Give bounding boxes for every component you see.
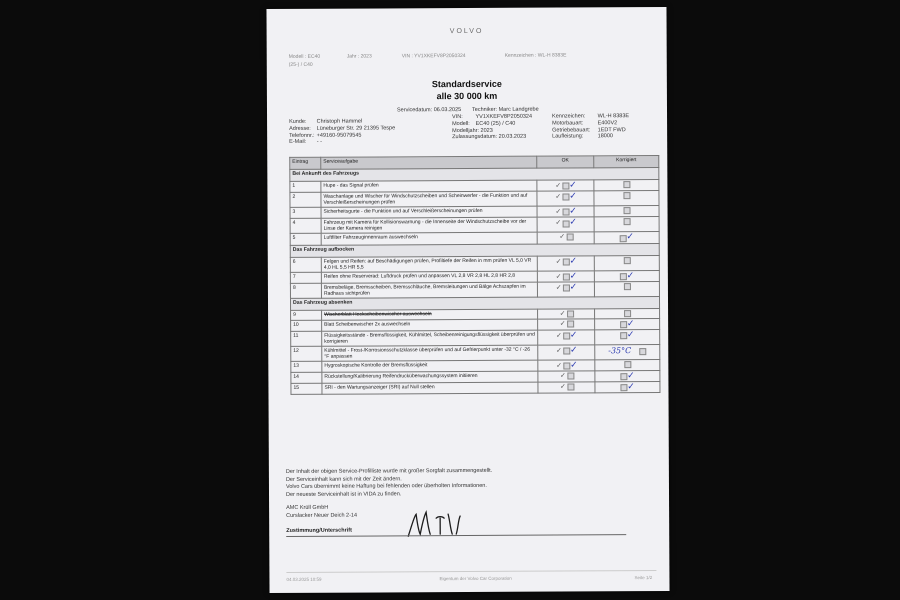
ok-checkbox[interactable] bbox=[562, 220, 569, 227]
check-icon: ✓ bbox=[559, 372, 566, 380]
ok-cell bbox=[537, 217, 594, 232]
entry-number: 5 bbox=[290, 234, 321, 245]
corrected-checkbox[interactable] bbox=[623, 283, 630, 290]
pen-check-icon: ✓ bbox=[627, 370, 635, 381]
col-task: Serviceaufgabe bbox=[321, 156, 537, 169]
corrected-cell bbox=[595, 371, 660, 383]
ok-checkbox[interactable] bbox=[563, 347, 570, 354]
pen-check-icon: ✓ bbox=[626, 269, 635, 280]
page-title: Standardservice alle 30 000 km bbox=[431, 78, 502, 102]
task-text: Luftfilter Fahrzeuginnenraum auswechseln bbox=[321, 232, 537, 244]
corrected-cell bbox=[594, 255, 659, 270]
ok-checkbox[interactable] bbox=[562, 194, 569, 201]
section-title: Das Fahrzeug aufbocken bbox=[290, 243, 659, 257]
entry-number: 4 bbox=[290, 219, 321, 234]
handwritten-note: -35°C bbox=[608, 346, 632, 356]
corrected-cell bbox=[594, 217, 659, 232]
entry-number: 8 bbox=[290, 283, 321, 298]
ok-cell bbox=[537, 270, 594, 281]
pen-check-icon: ✓ bbox=[626, 231, 634, 242]
entry-number: 12 bbox=[291, 346, 322, 361]
ok-cell bbox=[537, 255, 594, 270]
ok-checkbox[interactable] bbox=[563, 273, 570, 280]
task-text: Hygroskopische Kontrolle der Bremsflüssigkeit bbox=[322, 360, 538, 372]
ok-cell bbox=[538, 309, 595, 319]
entry-number: 9 bbox=[291, 310, 322, 320]
corrected-checkbox[interactable] bbox=[620, 385, 627, 392]
check-icon: ✓ bbox=[555, 284, 562, 292]
col-entry: Eintrag bbox=[290, 157, 321, 169]
check-icon: ✓ bbox=[555, 182, 562, 190]
corrected-cell bbox=[594, 179, 659, 191]
ok-cell bbox=[537, 282, 594, 297]
disclaimer: Der Inhalt der obigen Service-Profilliste wurde mit großer Sorgfalt zusammengestellt. Der Serviceinhalt kann sich mit der Zeit ändern. Volvo Cars übernimmt keine Haftung bei fehlenden oder überholten Informationen. Der neueste Serviceinhalt ist in VIDA zu finden. bbox=[285, 467, 493, 498]
ok-cell bbox=[537, 191, 594, 206]
pen-check-icon: ✓ bbox=[626, 317, 635, 328]
check-icon: ✓ bbox=[560, 383, 566, 391]
corrected-cell bbox=[594, 270, 659, 282]
check-icon: ✓ bbox=[559, 320, 566, 328]
pen-check-icon: ✓ bbox=[569, 205, 577, 216]
table-row bbox=[291, 382, 660, 395]
entry-number: 3 bbox=[290, 207, 321, 218]
vehicle-block-left: VIN: YV1XKEFV8P2050324 Modell: EC40 (25) / C40 Modelljahr: 2023 Zulassungsdatum: 20.03.2023 bbox=[452, 113, 533, 141]
entry-number: 15 bbox=[291, 383, 322, 394]
pen-check-icon: ✓ bbox=[569, 190, 577, 201]
service-table bbox=[289, 155, 660, 395]
section-title: Bei Ankunft des Fahrzeugs bbox=[290, 167, 659, 181]
corrected-cell bbox=[594, 232, 659, 244]
pen-check-icon: ✓ bbox=[570, 359, 578, 370]
pen-check-icon: ✓ bbox=[569, 329, 578, 340]
signature bbox=[404, 504, 484, 544]
corrected-checkbox[interactable] bbox=[620, 321, 627, 328]
service-sheet bbox=[266, 7, 669, 593]
vehicle-block-right: Kennzeichen: WL-H 8383E Motorbauart: E400V2 Getriebebauart: 1EDT FWD Laufleistung: 18000 bbox=[552, 113, 630, 140]
corrected-checkbox[interactable] bbox=[623, 218, 630, 225]
ok-checkbox[interactable] bbox=[563, 332, 570, 339]
entry-number: 1 bbox=[290, 181, 321, 192]
entry-number: 2 bbox=[290, 192, 321, 207]
customer-block: Kunde: Christoph Hammel Adresse: Lüneburger Str. 29 21395 Tespe Telefonnr.: +49160-95079545 E-Mail: - - bbox=[289, 118, 396, 146]
task-text: Wischerblatt Heckscheibenwischer auswechseln bbox=[322, 309, 538, 320]
corrected-cell bbox=[594, 281, 659, 296]
pen-check-icon: ✓ bbox=[569, 254, 578, 265]
entry-number: 13 bbox=[291, 361, 322, 372]
entry-number: 7 bbox=[290, 272, 321, 283]
task-text: Hupe - das Signal prüfen bbox=[321, 180, 537, 192]
header-model: Modell : EC40 (25-) / C40 bbox=[288, 53, 321, 68]
owner-note: Eigentum der Volvo Car Corporation bbox=[439, 575, 512, 582]
ok-cell bbox=[538, 345, 595, 360]
col-corrected: Korrigiert bbox=[594, 155, 659, 167]
task-text: Flüssigkeitsstände - Bremsflüssigkeit, Kühlmittel, Scheibenreinigungsflüssigkeit überprüfen und korrigieren bbox=[322, 330, 538, 346]
corrected-checkbox[interactable] bbox=[620, 373, 627, 380]
task-text: Fahrzeug mit Kamera für Kollisionswarnung - die Innenseite der Windschutzscheibe vor der Linse der Kamera reinigen bbox=[321, 217, 537, 233]
entry-number: 6 bbox=[290, 257, 321, 272]
ok-cell bbox=[537, 180, 594, 191]
corrected-cell bbox=[594, 191, 659, 206]
signature-label: Zustimmung/Unterschrift bbox=[286, 527, 352, 534]
corrected-checkbox[interactable] bbox=[623, 257, 630, 264]
corrected-checkbox[interactable] bbox=[623, 181, 630, 188]
corrected-cell bbox=[595, 329, 660, 344]
corrected-checkbox[interactable] bbox=[619, 235, 626, 242]
check-icon: ✓ bbox=[559, 233, 566, 241]
pen-check-icon: ✓ bbox=[569, 179, 577, 190]
check-icon: ✓ bbox=[555, 258, 562, 266]
volvo-logo: VOLVO bbox=[449, 27, 484, 36]
task-text: Rückstellung/Kalibrierung Reifendrucküberwachungssystem initiieren bbox=[322, 371, 538, 383]
header-vin: VIN : YV1XKEFV8P2050324 bbox=[401, 53, 466, 60]
ok-checkbox[interactable] bbox=[562, 183, 569, 190]
footer-divider bbox=[286, 570, 656, 573]
check-icon: ✓ bbox=[555, 193, 562, 201]
ok-cell bbox=[538, 319, 595, 330]
ok-cell bbox=[538, 330, 595, 345]
corrected-cell bbox=[595, 318, 660, 330]
task-text: Kühlmittel - Frost-/Korrosionsschutzklasse überprüfen und auf Gefrierpunkt unter -32 °C / -26 °F anpassen bbox=[322, 345, 538, 361]
ok-checkbox[interactable] bbox=[563, 284, 570, 291]
corrected-cell bbox=[594, 206, 659, 218]
header-year: Jahr : 2023 bbox=[346, 53, 372, 60]
col-ok: OK bbox=[537, 156, 594, 168]
check-icon: ✓ bbox=[555, 273, 562, 281]
check-icon: ✓ bbox=[559, 310, 566, 318]
pen-check-icon: ✓ bbox=[626, 328, 635, 340]
task-text: Sicherheitsgurte - die Funktion und auf Verschleißerscheinungen prüfen bbox=[321, 206, 537, 218]
entry-number: 14 bbox=[291, 372, 322, 383]
ok-cell bbox=[537, 206, 594, 217]
pen-check-icon: ✓ bbox=[569, 216, 577, 227]
task-text: Blatt Scheibenwischer 2x auswechseln bbox=[322, 319, 538, 331]
pen-check-icon: ✓ bbox=[627, 381, 635, 392]
corrected-cell bbox=[595, 359, 660, 371]
dealer-address: AMC Krüll GmbH Curslacker Neuer Deich 2-14 bbox=[286, 504, 358, 519]
header-plate: Kennzeichen : WL-H 8383E bbox=[504, 52, 567, 59]
corrected-checkbox[interactable] bbox=[620, 332, 627, 339]
ok-checkbox[interactable] bbox=[567, 320, 574, 327]
corrected-cell bbox=[595, 382, 660, 394]
page-number: Seite 1/2 bbox=[634, 575, 653, 581]
entry-number: 11 bbox=[291, 331, 322, 346]
pen-check-icon: ✓ bbox=[569, 344, 578, 355]
check-icon: ✓ bbox=[555, 219, 562, 227]
corrected-checkbox[interactable] bbox=[624, 361, 631, 368]
task-text: SRI - den Wartungsanzeiger (SRI) auf Null stellen bbox=[322, 382, 538, 394]
ok-checkbox[interactable] bbox=[566, 234, 573, 241]
ok-checkbox[interactable] bbox=[562, 209, 569, 216]
pen-check-icon: ✓ bbox=[569, 269, 578, 280]
section-title: Das Fahrzeug absenken bbox=[290, 296, 659, 310]
ok-cell bbox=[538, 382, 595, 393]
check-icon: ✓ bbox=[556, 347, 562, 355]
corrected-checkbox[interactable] bbox=[624, 310, 631, 317]
ok-checkbox[interactable] bbox=[563, 258, 570, 265]
check-icon: ✓ bbox=[555, 208, 562, 216]
ok-cell bbox=[537, 232, 594, 243]
ok-cell bbox=[538, 371, 595, 382]
entry-number: 10 bbox=[291, 320, 322, 331]
corrected-cell bbox=[595, 344, 660, 359]
ok-checkbox[interactable] bbox=[567, 384, 574, 391]
ok-checkbox[interactable] bbox=[563, 362, 570, 369]
task-text: Bremsbeläge, Bremsscheiben, Bremsschläuche, Bremsleitungen und Bälge Achszapfen im Radhaus sichtprüfen bbox=[321, 282, 537, 298]
task-text: Felgen und Reifen: auf Beschädigungen prüfen, Profiltiefe der Reifen in mm prüfen VL 5,0 VR 4,0 HL 5,5 HR 5,5 bbox=[321, 256, 537, 272]
ok-checkbox[interactable] bbox=[567, 372, 574, 379]
check-icon: ✓ bbox=[556, 362, 563, 370]
ok-checkbox[interactable] bbox=[567, 310, 574, 317]
technician: Techniker: Marc Landgrebe bbox=[471, 106, 539, 113]
ok-cell bbox=[538, 360, 595, 371]
task-text: Reifen ohne Reserverad: Luftdruck prüfen und anpassen VL 2,8 VR 2,8 HL 2,8 HR 2,8 bbox=[321, 271, 537, 283]
corrected-checkbox[interactable] bbox=[639, 348, 646, 355]
corrected-checkbox[interactable] bbox=[620, 273, 627, 280]
service-date: Servicedatum: 06.03.2025 bbox=[396, 107, 462, 114]
print-date: 04.03.2025 10:59 bbox=[286, 576, 322, 582]
pen-check-icon: ✓ bbox=[569, 281, 578, 292]
corrected-checkbox[interactable] bbox=[623, 207, 630, 214]
task-text: Waschanlage und Wischer für Windschutzscheiben und Scheinwerfer - die Funktion und auf Verschleißerscheinungen prüfen bbox=[321, 191, 537, 207]
check-icon: ✓ bbox=[555, 332, 562, 340]
corrected-checkbox[interactable] bbox=[623, 192, 630, 199]
